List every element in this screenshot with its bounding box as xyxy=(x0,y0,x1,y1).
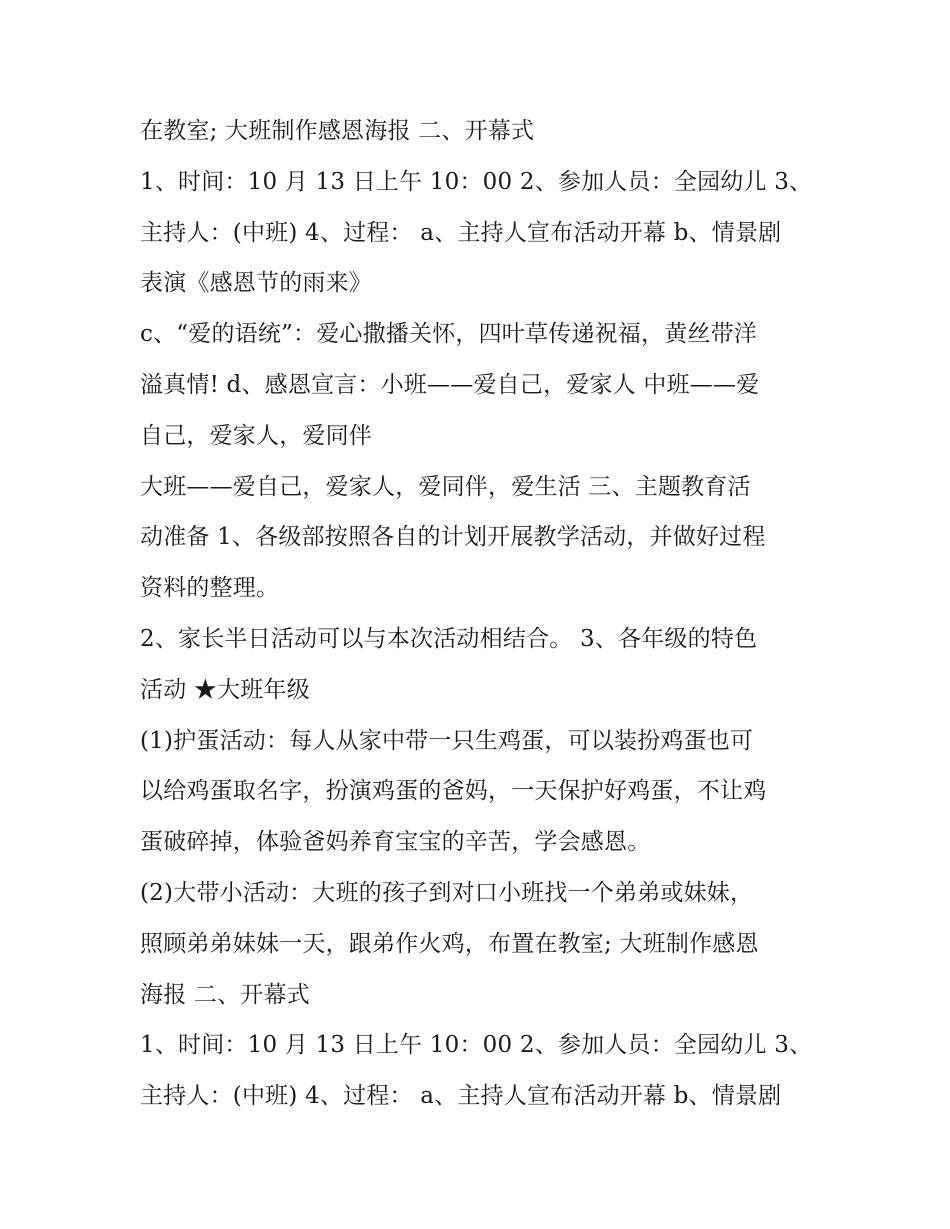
text-line: (2)大带小活动：大班的孩子到对口小班找一个弟弟或妹妹， xyxy=(140,879,754,906)
text-line: 以给鸡蛋取名字，扮演鸡蛋的爸妈，一天保护好鸡蛋，不让鸡 xyxy=(140,778,767,805)
text-line: 动准备 1、各级部按照各自的计划开展教学活动，并做好过程 xyxy=(140,524,766,551)
text-line: 海报 二、开幕式 xyxy=(140,981,310,1008)
text-line: 大班——爱自己，爱家人，爱同伴，爱生活 三、主题教育活 xyxy=(140,473,751,500)
text-line: 2、家长半日活动可以与本次活动相结合。 3、各年级的特色 xyxy=(140,625,758,652)
text-line: 1、时间：10 月 13 日上午 10：00 2、参加人员：全园幼儿 3、 xyxy=(140,1032,813,1059)
text-line: 照顾弟弟妹妹一天，跟弟作火鸡，布置在教室; 大班制作感恩 xyxy=(140,930,759,957)
text-line: 蛋破碎掉，体验爸妈养育宝宝的辛苦，学会感恩。 xyxy=(140,829,651,856)
text-line: 主持人：(中班) 4、过程： a、主持人宣布活动开幕 b、情景剧 xyxy=(140,1083,782,1110)
text-line: (1)护蛋活动：每人从家中带一只生鸡蛋，可以装扮鸡蛋也可 xyxy=(140,727,754,754)
text-line: 在教室; 大班制作感恩海报 二、开幕式 xyxy=(140,118,535,144)
text-line: 表演《感恩节的雨来》 xyxy=(140,270,372,297)
text-line: 资料的整理。 xyxy=(140,575,280,602)
text-line: 溢真情! d、感恩宣言：小班——爱自己，爱家人 中班——爱 xyxy=(140,371,760,398)
document-body xyxy=(140,106,830,1122)
text-line: 主持人：(中班) 4、过程： a、主持人宣布活动开幕 b、情景剧 xyxy=(140,219,782,246)
text-line: 1、时间：10 月 13 日上午 10：00 2、参加人员：全园幼儿 3、 xyxy=(140,168,813,195)
text-line: 自己，爱家人，爱同伴 xyxy=(140,422,372,449)
text-line: c、“爱的语统”：爱心撒播关怀，四叶草传递祝福，黄丝带洋 xyxy=(140,321,757,348)
text-line: 活动 ★大班年级 xyxy=(140,676,310,703)
